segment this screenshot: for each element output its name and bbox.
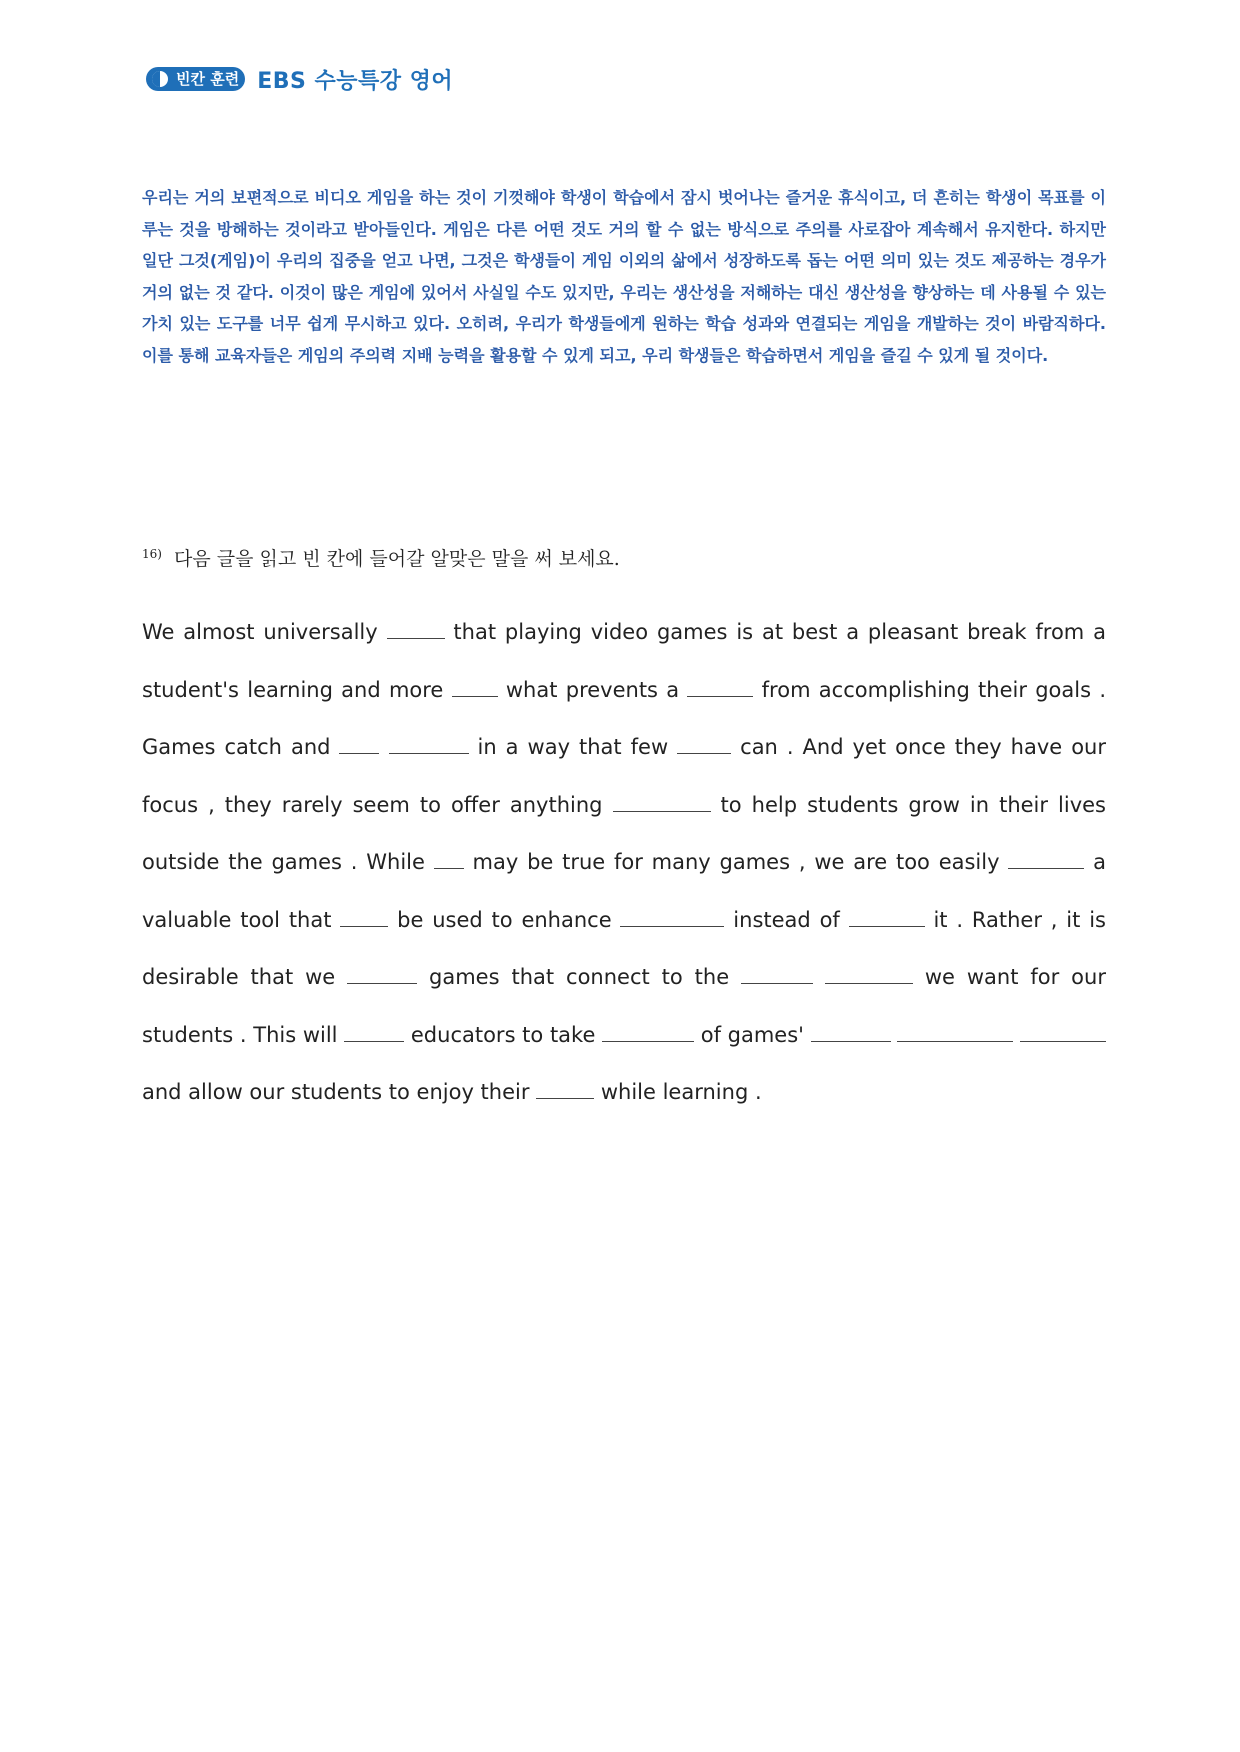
answer-blank[interactable] <box>1020 1023 1106 1042</box>
answer-blank[interactable] <box>452 678 498 697</box>
answer-blank[interactable] <box>387 620 445 639</box>
passage-text: that playing video games is at best a pleasant break from a student's learning and more <box>142 620 1106 702</box>
answer-blank[interactable] <box>825 965 913 984</box>
passage-text: we want for our students . This will <box>142 965 1106 1047</box>
passage-text: to help students grow in their lives outside the games . While <box>142 792 1106 874</box>
answer-blank[interactable] <box>344 1023 404 1042</box>
half-circle-icon <box>150 69 170 89</box>
passage-text: can . And yet once they have our focus , they rarely seem to offer anything <box>142 735 1106 817</box>
passage-text: be used to enhance <box>388 907 621 932</box>
passage-text <box>1013 1023 1020 1047</box>
passage-text <box>891 1023 898 1047</box>
answer-blank[interactable] <box>613 793 711 812</box>
answer-blank[interactable] <box>687 678 753 697</box>
answer-blank[interactable] <box>620 908 724 927</box>
passage-text: We almost universally <box>142 620 387 644</box>
answer-blank[interactable] <box>849 908 925 927</box>
passage-text: may be true for many games , we are too easily <box>463 850 1009 874</box>
blank-training-badge <box>146 67 245 91</box>
passage-text: in a way that few <box>468 735 678 759</box>
answer-blank[interactable] <box>339 735 379 754</box>
korean-translation: 우리는 거의 보편적으로 비디오 게임을 하는 것이 기껏해야 학생이 학습에서 잠시 벗어나는 즐거운 휴식이고, 더 흔히는 학생이 목표를 이루는 것을 방해하는 것이라고 받아들인다. 게임은 다른 어떤 것도 거의 할 수 없는 방식으로 주의를 사로잡아 계속해서 유지한다. 하지만 일단 그것(게임)이 우리의 집중을 얻고 나면, 그것은 학생들이 게임 이외의 삶에서 성장하도록 돕는 어떤 의미 있는 것도 제공하는 경우가 거의 없는 것 같다. 이것이 많은 게임에 있어서 사실일 수도 있지만, 우리는 생산성을 저해하는 대신 생산성을 향상하는 데 사용될 수 있는 가치 있는 도구를 너무 쉽게 무시하고 있다. 오히려, 우리가 학생들에게 원하는 학습 성과와 연결되는 게임을 개발하는 것이 바람직하다. 이를 통해 교육자들은 게임의 주의력 지배 능력을 활용할 수 있게 되고, 우리 학생들은 학습하면서 게임을 즐길 수 있게 될 것이다. <box>142 188 1106 365</box>
answer-blank[interactable] <box>897 1023 1013 1042</box>
page-title: EBS 수능특강 영어 <box>257 68 454 94</box>
page-header <box>146 64 453 94</box>
question-prompt <box>142 544 1106 571</box>
passage-text: what prevents a <box>497 677 688 702</box>
passage-text <box>379 735 388 759</box>
answer-blank[interactable] <box>677 735 731 754</box>
passage-text: of games' <box>694 1022 811 1047</box>
answer-blank[interactable] <box>389 735 469 754</box>
passage-text <box>813 965 825 989</box>
answer-blank[interactable] <box>536 1080 594 1099</box>
answer-blank[interactable] <box>347 965 417 984</box>
fill-in-blank-passage <box>142 604 1106 1122</box>
question-text: 다음 글을 읽고 빈 칸에 들어갈 알맞은 말을 써 보세요. <box>174 548 620 570</box>
passage-text: games that connect to the <box>417 965 742 989</box>
passage-text: educators to take <box>404 1022 603 1047</box>
passage-text: it . Rather , it is desirable that we <box>142 907 1106 989</box>
passage-text: instead of <box>724 907 849 932</box>
answer-blank[interactable] <box>1008 850 1084 869</box>
passage-text: from accomplishing their goals . Games catch and <box>142 677 1106 759</box>
answer-blank[interactable] <box>340 908 388 927</box>
passage-text: a valuable tool that <box>142 850 1106 932</box>
passage-text: while learning . <box>594 1080 762 1104</box>
answer-blank[interactable] <box>741 965 813 984</box>
answer-blank[interactable] <box>602 1023 694 1042</box>
passage-text: and allow our students to enjoy their <box>142 1080 537 1104</box>
question-number: 16) <box>142 546 162 561</box>
answer-blank[interactable] <box>434 850 464 869</box>
badge-label: 빈칸 훈련 <box>176 70 240 88</box>
answer-blank[interactable] <box>811 1023 891 1042</box>
